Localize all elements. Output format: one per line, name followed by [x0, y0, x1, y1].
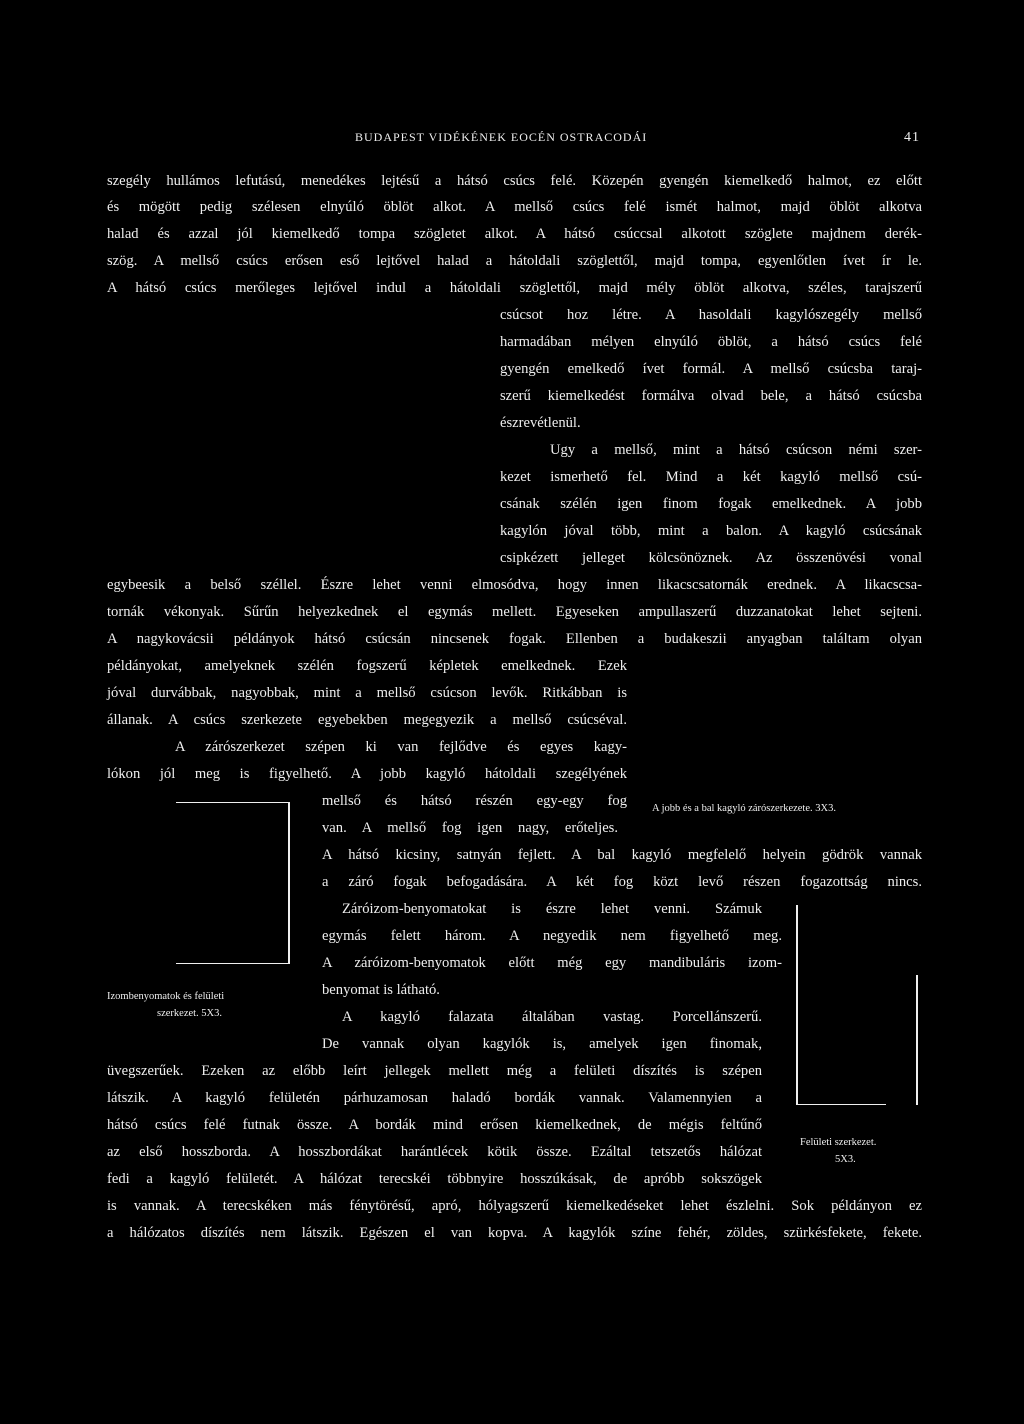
text-line: fedi a kagyló felületét. A hálózat terecskéi többnyire hosszúkásak, de apróbb sokszögek — [107, 1171, 762, 1187]
text-line: szög. A mellső csúcs erősen eső lejtővel halad a hátoldali szöglettől, majd tompa, egyenlőtlen ívet ír le. — [107, 253, 922, 269]
text-line: az első hosszborda. A hosszbordákat harántlécek kötik össze. Ezáltal tetszetős hálózat — [107, 1144, 762, 1160]
text-line: látszik. A kagyló felületén párhuzamosan haladó bordák vannak. Valamennyien a — [107, 1090, 762, 1106]
text-line: A kagyló falazata általában vastag. Porcellánszerű. — [342, 1009, 762, 1025]
muscle-scar-figure — [176, 802, 290, 964]
text-line: üvegszerűek. Ezeken az előbb leírt jellegek mellett még a felületi díszítés is szépen — [107, 1063, 762, 1079]
text-line: a hálózatos díszítés nem látszik. Egészen el van kopva. A kagylók színe fehér, zöldes, szürkésfekete, fekete. — [107, 1225, 922, 1241]
text-line: csának szélén igen finom fogak emelkednek. A jobb — [500, 496, 922, 512]
text-line: szerű kiemelkedést formálva olvad bele, a hátsó csúcsba — [500, 388, 922, 404]
surface-figure-right-edge — [916, 975, 918, 1105]
text-line: A záróizom-benyomatok előtt még egy mandibuláris izom- — [322, 955, 782, 971]
text-line: tornák vékonyak. Sűrűn helyezkednek el egymás mellett. Egyeseken ampullaszerű duzzanatokat lehet sejteni. — [107, 604, 922, 620]
text-line: harmadában mélyen elnyúló öblöt, a hátsó csúcs felé — [500, 334, 922, 350]
text-line: csipkézett jelleget kölcsönöznek. Az összenövési vonal — [500, 550, 922, 566]
text-line: szegély hullámos lefutású, menedékes lejtésű a hátsó csúcs felé. Közepén gyengén kiemelkedő halmot, ez előtt — [107, 173, 922, 189]
text-line: gyengén emelkedő ívet formál. A mellső csúcsba taraj- — [500, 361, 922, 377]
text-line: A hátsó csúcs merőleges lejtővel indul a hátoldali szöglettől, majd mély öblöt alkotva, széles, tarajszerű — [107, 280, 922, 296]
text-line: lókon jól meg is figyelhető. A jobb kagyló hátoldali szegélyének — [107, 766, 627, 782]
muscle-scar-caption-line2: szerkezet. 5X3. — [157, 1008, 223, 1019]
text-line: A hátsó kicsiny, satnyán fejlett. A bal kagyló megfelelő helyein gödrök vannak — [322, 847, 922, 863]
text-line: és mögött pedig szélesen elnyúló öblöt alkot. A mellső csúcs felé ismét halmot, majd öblöt alkotva — [107, 199, 922, 215]
text-line: benyomat is látható. — [322, 982, 440, 998]
text-line: Záróizom-benyomatokat is észre lehet venni. Számuk — [342, 901, 762, 917]
text-line: állanak. A csúcs szerkezete egyebekben megegyezik a mellső csúcséval. — [107, 712, 627, 728]
muscle-scar-caption-line1: Izombenyomatok és felületi — [107, 991, 225, 1002]
text-line: észrevétlenül. — [500, 415, 581, 431]
surface-figure-bottom-edge — [796, 1104, 886, 1105]
text-line: csúcsot hoz létre. A hasoldali kagylószegély mellső — [500, 307, 922, 323]
page-number: 41 — [904, 130, 920, 145]
text-line: Ugy a mellső, mint a hátsó csúcson némi szer- — [550, 442, 922, 458]
hinge-figure-caption: A jobb és a bal kagyló zárószerkezete. 3X3. — [652, 803, 836, 814]
text-line: van. A mellső fog igen nagy, erőteljes. — [322, 820, 618, 836]
text-line: kezet ismerhető fel. Mind a két kagyló mellső csú- — [500, 469, 922, 485]
text-line: De vannak olyan kagylók is, amelyek igen finomak, — [322, 1036, 762, 1052]
surface-caption-line1: Felületi szerkezet. — [800, 1137, 877, 1148]
text-line: is vannak. A terecskéken más fénytörésű, apró, hólyagszerű kiemelkedéseket lehet észlelni. Sok példányon ez — [107, 1198, 922, 1214]
text-line: egybeesik a belső széllel. Észre lehet venni elmosódva, hogy innen likacscsatornák erednek. A likacscsa- — [107, 577, 922, 593]
text-line: halad és azzal jól kiemelkedő tompa szögletet alkot. A hátsó csúccsal alkotott szöglete majdnem derék- — [107, 226, 922, 242]
text-line: A zárószerkezet szépen ki van fejlődve és egyes kagy- — [175, 739, 627, 755]
text-line: mellső és hátsó részén egy-egy fog — [322, 793, 627, 809]
running-title: BUDAPEST VIDÉKÉNEK EOCÉN OSTRACODÁI — [355, 130, 648, 144]
surface-figure-left-edge — [796, 905, 798, 1105]
text-line: jóval durvábbak, nagyobbak, mint a mellső csúcson levők. Ritkábban is — [107, 685, 627, 701]
text-line: példányokat, amelyeknek szélén fogszerű képletek emelkednek. Ezek — [107, 658, 627, 674]
text-line: kagylón jóval több, mint a balon. A kagyló csúcsának — [500, 523, 922, 539]
text-line: a záró fogak befogadására. A két fog közt levő részen fogazottság nincs. — [322, 874, 922, 890]
text-line: A nagykovácsii példányok hátsó csúcsán nincsenek fogak. Ellenben a budakeszii anyagban találtam olyan — [107, 631, 922, 647]
text-line: hátsó csúcs felé futnak össze. A bordák mind erősen kiemelkednek, de mégis feltűnő — [107, 1117, 762, 1133]
text-line: egymás felett három. A negyedik nem figyelhető meg. — [322, 928, 782, 944]
surface-caption-line2: 5X3. — [835, 1154, 856, 1165]
